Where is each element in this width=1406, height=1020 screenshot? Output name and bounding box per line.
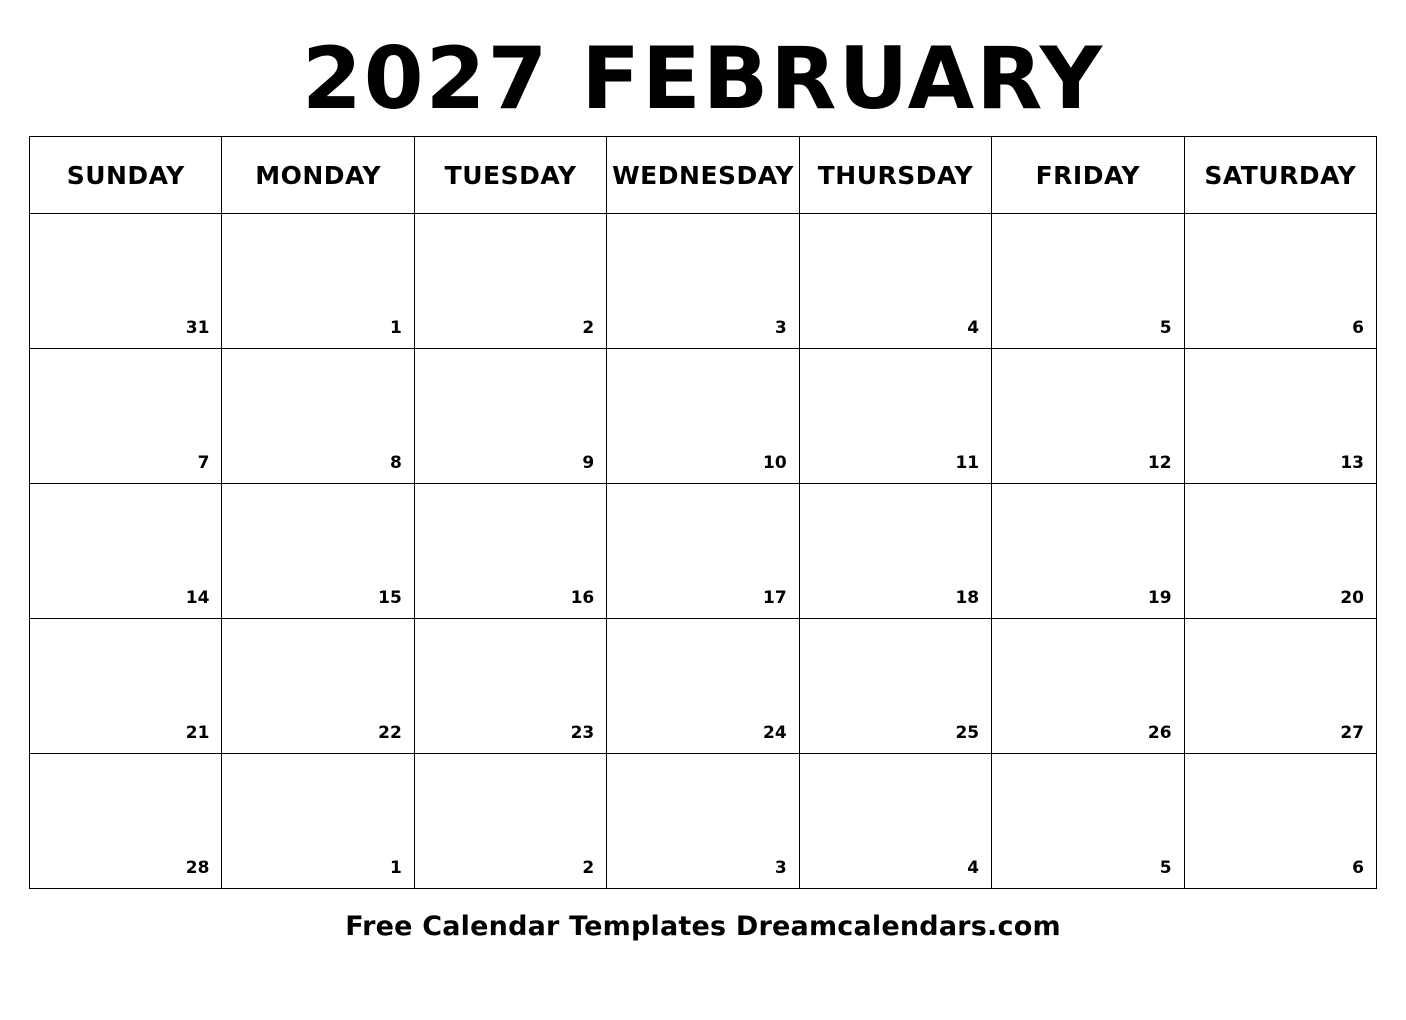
- day-number: 25: [955, 723, 980, 743]
- calendar-day-cell[interactable]: [799, 214, 991, 349]
- calendar-day-cell[interactable]: [799, 619, 991, 754]
- calendar-day-cell[interactable]: [30, 214, 222, 349]
- day-number: 3: [774, 318, 787, 338]
- calendar-day-cell[interactable]: [30, 754, 222, 889]
- calendar-day-cell[interactable]: [222, 349, 414, 484]
- weekday-header-sunday: [30, 137, 222, 214]
- weekday-label: FRIDAY: [1035, 160, 1141, 190]
- day-number: 20: [1340, 588, 1364, 608]
- weekday-header-wednesday: [607, 137, 799, 214]
- calendar-day-cell[interactable]: [414, 754, 606, 889]
- calendar-week-row: [30, 214, 1377, 349]
- day-number: 27: [1340, 723, 1364, 743]
- day-number: 6: [1352, 318, 1364, 338]
- calendar-day-cell[interactable]: [607, 214, 799, 349]
- weekday-header-row: [30, 137, 1377, 214]
- page-title: 2027 FEBRUARY: [301, 29, 1105, 129]
- day-number: 3: [774, 858, 787, 878]
- calendar-day-cell[interactable]: [30, 484, 222, 619]
- day-number: 5: [1159, 318, 1172, 338]
- day-number: 22: [378, 723, 402, 743]
- day-number: 16: [570, 588, 595, 608]
- calendar-day-cell[interactable]: [222, 754, 414, 889]
- calendar-week-row: [30, 484, 1377, 619]
- calendar-week-row: [30, 754, 1377, 889]
- day-number: 26: [1147, 723, 1172, 743]
- day-number: 1: [390, 858, 402, 878]
- calendar-day-cell[interactable]: [607, 484, 799, 619]
- calendar-day-cell[interactable]: [799, 754, 991, 889]
- day-number: 28: [185, 858, 210, 878]
- day-number: 4: [967, 858, 980, 878]
- weekday-header-saturday: [1184, 137, 1376, 214]
- day-number: 2: [582, 318, 595, 338]
- day-number: 5: [1159, 858, 1172, 878]
- weekday-header-thursday: [799, 137, 991, 214]
- day-number: 13: [1340, 453, 1364, 473]
- day-number: 1: [390, 318, 402, 338]
- calendar-day-cell[interactable]: [414, 484, 606, 619]
- calendar-day-cell[interactable]: [799, 484, 991, 619]
- day-number: 24: [763, 723, 787, 743]
- day-number: 10: [763, 453, 787, 473]
- calendar-day-cell[interactable]: [414, 214, 606, 349]
- weekday-label: SUNDAY: [66, 160, 185, 190]
- calendar-day-cell[interactable]: [799, 349, 991, 484]
- day-number: 15: [378, 588, 402, 608]
- calendar-day-cell[interactable]: [414, 619, 606, 754]
- weekday-header-friday: [992, 137, 1184, 214]
- calendar-grid: [29, 136, 1377, 889]
- calendar-day-cell[interactable]: [222, 619, 414, 754]
- calendar-day-cell[interactable]: [992, 214, 1184, 349]
- calendar-day-cell[interactable]: [992, 349, 1184, 484]
- day-number: 2: [582, 858, 595, 878]
- calendar-day-cell[interactable]: [607, 754, 799, 889]
- weekday-label: SATURDAY: [1204, 160, 1357, 190]
- calendar-day-cell[interactable]: [1184, 754, 1376, 889]
- calendar-day-cell[interactable]: [222, 214, 414, 349]
- calendar-day-cell[interactable]: [992, 484, 1184, 619]
- day-number: 4: [967, 318, 980, 338]
- weekday-header-tuesday: [414, 137, 606, 214]
- weekday-label: TUESDAY: [444, 160, 577, 190]
- day-number: 23: [570, 723, 595, 743]
- calendar-week-row: [30, 619, 1377, 754]
- day-number: 11: [955, 453, 980, 473]
- day-number: 19: [1147, 588, 1172, 608]
- day-number: 12: [1147, 453, 1172, 473]
- calendar-day-cell[interactable]: [607, 349, 799, 484]
- weekday-header-monday: [222, 137, 414, 214]
- footer-credit: Free Calendar Templates Dreamcalendars.com: [345, 911, 1061, 942]
- calendar-day-cell[interactable]: [992, 754, 1184, 889]
- day-number: 6: [1352, 858, 1364, 878]
- day-number: 9: [582, 453, 595, 473]
- day-number: 14: [185, 588, 210, 608]
- calendar-day-cell[interactable]: [222, 484, 414, 619]
- calendar-day-cell[interactable]: [30, 619, 222, 754]
- day-number: 31: [185, 318, 210, 338]
- calendar-day-cell[interactable]: [992, 619, 1184, 754]
- day-number: 7: [197, 453, 210, 473]
- weekday-label: THURSDAY: [817, 160, 974, 190]
- calendar-day-cell[interactable]: [1184, 619, 1376, 754]
- day-number: 8: [390, 453, 402, 473]
- day-number: 21: [185, 723, 210, 743]
- weekday-label: WEDNESDAY: [612, 160, 794, 190]
- calendar-day-cell[interactable]: [414, 349, 606, 484]
- calendar-day-cell[interactable]: [607, 619, 799, 754]
- weekday-label: MONDAY: [255, 160, 382, 190]
- calendar-day-cell[interactable]: [1184, 214, 1376, 349]
- calendar-day-cell[interactable]: [30, 349, 222, 484]
- day-number: 18: [955, 588, 980, 608]
- day-number: 17: [763, 588, 787, 608]
- calendar-week-row: [30, 349, 1377, 484]
- calendar-day-cell[interactable]: [1184, 349, 1376, 484]
- calendar-day-cell[interactable]: [1184, 484, 1376, 619]
